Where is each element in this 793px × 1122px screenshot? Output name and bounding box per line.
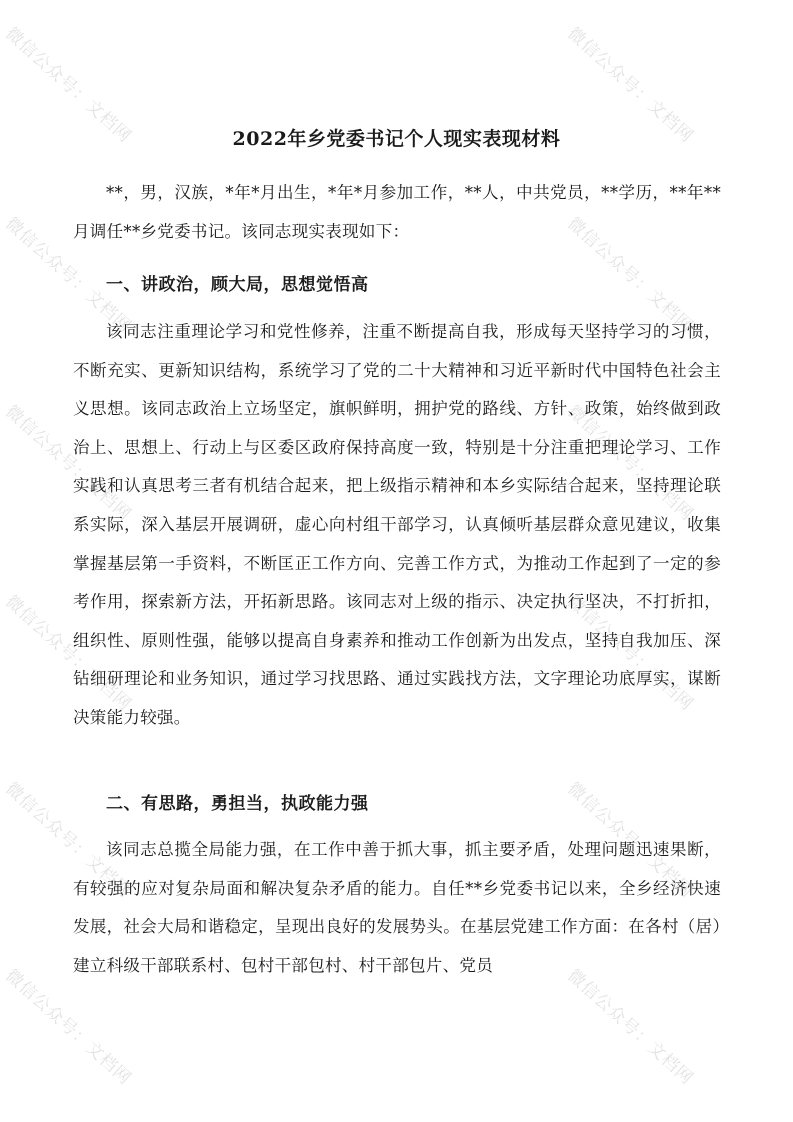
- intro-text: **，男，汉族，*年*月出生，*年*月参加工作，**人，中共党员，**学历，**年**月调任**乡党委书记。该同志现实表现如下：: [73, 183, 721, 241]
- section-heading-2: 二、有思路，勇担当，执政能力强: [106, 794, 369, 814]
- section-paragraph-2: [73, 831, 721, 985]
- section-text-1: 该同志注重理论学习和党性修养，注重不断提高自我，形成每天坚持学习的习惯，不断充实、更新知识结构，系统学习了党的二十大精神和习近平新时代中国特色社会主义思想。该同志政治上立场坚定，旗帜鲜明，拥护党的路线、方针、政策，始终做到政治上、思想上、行动上与区委区政府保持高度一致，特别是十分注重把理论学习、工作实践和认真思考三者有机结合起来，把上级指示精神和本乡实际结合起来，坚持理论联系实际，深入基层开展调研，虚心向村组干部学习，认真倾听基层群众意见建议，收集掌握基层第一手资料，不断匡正工作方向、完善工作方式，为推动工作起到了一定的参考作用，探索新方法，开拓新思路。该同志对上级的指示、决定执行坚决，不打折扣，组织性、原则性强，能够以提高自身素养和推动工作创新为出发点，坚持自我加压、深钻细研理论和业务知识，通过学习找思路、通过实践找方法，文字理论功底厚实，谋断决策能力较强。: [73, 322, 721, 727]
- watermark: 微信公众号：文档网: [563, 401, 698, 525]
- watermark: 微信公众号：文档网: [1, 965, 136, 1089]
- document-title: 2022年乡党委书记个人现实表现材料: [232, 128, 561, 150]
- watermark: 微信公众号：文档网: [563, 965, 698, 1089]
- watermark: 微信公众号：文档网: [1, 591, 136, 715]
- watermark: 微信公众号：文档网: [1, 778, 136, 902]
- intro-paragraph: [73, 174, 721, 251]
- watermark: 微信公众号：文档网: [563, 591, 698, 715]
- watermark: 微信公众号：文档网: [563, 778, 698, 902]
- section-text-2: 该同志总揽全局能力强，在工作中善于抓大事，抓主要矛盾，处理问题迅速果断，有较强的应对复杂局面和解决复杂矛盾的能力。自任**乡党委书记以来，全乡经济快速发展，社会大局和谐稳定，呈现出良好的发展势头。在基层党建工作方面：在各村（居）建立科级干部联系村、包村干部包村、村干部包片、党员: [73, 840, 721, 975]
- section-heading-1: 一、讲政治，顾大局，思想觉悟高: [106, 275, 369, 295]
- watermark: 微信公众号：文档网: [1, 401, 136, 525]
- watermark: 微信公众号：文档网: [563, 23, 698, 147]
- watermark: 微信公众号：文档网: [1, 23, 136, 147]
- watermark: 微信公众号：文档网: [563, 213, 698, 337]
- watermark: 微信公众号：文档网: [1, 213, 136, 337]
- section-paragraph-1: [73, 313, 721, 738]
